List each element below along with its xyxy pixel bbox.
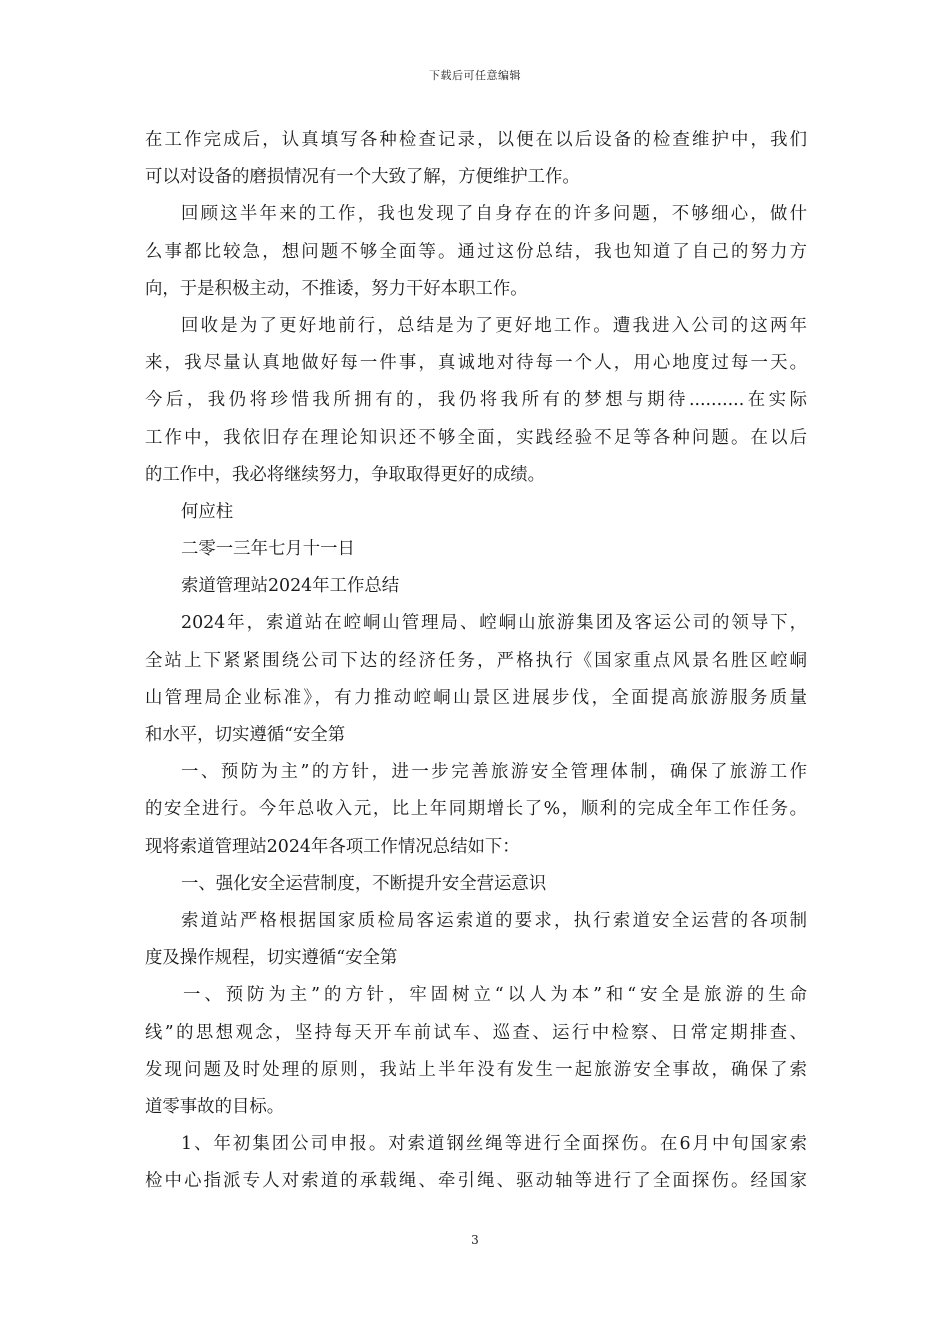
text-line: 么事都比较急，想问题不够全面等。通过这份总结，我也知道了自己的努力方 xyxy=(145,241,807,262)
text-line: 度及操作规程，切实遵循“安全第 xyxy=(145,948,398,969)
text-line: 可以对设备的磨损情况有一个大致了解，方便维护工作。 xyxy=(145,167,580,188)
page-number: 3 xyxy=(471,1233,479,1247)
text-line: 1、年初集团公司申报。对索道钢丝绳等进行全面探伤。在6月中旬国家索 xyxy=(181,1134,807,1155)
text-line: 的工作中，我必将继续努力，争取取得更好的成绩。 xyxy=(145,464,545,485)
text-line: 向，于是积极主动，不推诿，努力干好本职工作。 xyxy=(145,278,528,299)
text-line: 发现问题及时处理的原则，我站上半年没有发生一起旅游安全事故，确保了索 xyxy=(145,1059,807,1080)
text-line: 道零事故的目标。 xyxy=(145,1096,285,1117)
signature-name: 何应柱 xyxy=(181,501,234,522)
text-line: 的安全进行。今年总收入元，比上年同期增长了%，顺利的完成全年工作任务。 xyxy=(145,799,807,820)
text-line: 山管理局企业标准》，有力推动崆峒山景区进展步伐，全面提高旅游服务质量 xyxy=(145,687,807,708)
section-title: 索道管理站2024年工作总结 xyxy=(181,576,400,597)
text-line: 来，我尽量认真地做好每一件事，真诚地对待每一个人，用心地度过每一天。 xyxy=(145,353,807,374)
text-line: 索道站严格根据国家质检局客运索道的要求，执行索道安全运营的各项制 xyxy=(181,910,807,931)
text-line: 和水平，切实遵循“安全第 xyxy=(145,725,346,745)
text-line: 检中心指派专人对索道的承载绳、牵引绳、驱动轴等进行了全面探伤。经国家 xyxy=(145,1171,807,1192)
text-line: 全站上下紧紧围绕公司下达的经济任务，严格执行《国家重点风景名胜区崆峒 xyxy=(145,650,807,671)
text-line: 回顾这半年来的工作，我也发现了自身存在的许多问题，不够细心，做什 xyxy=(181,204,807,225)
text-line: 回收是为了更好地前行，总结是为了更好地工作。遭我进入公司的这两年 xyxy=(181,315,807,336)
header-note: 下载后可任意编辑 xyxy=(429,69,521,82)
text-line: 一、预防为主”的方针，进一步完善旅游安全管理体制，确保了旅游工作 xyxy=(181,762,807,783)
text-line: 一、预防为主”的方针，牢固树立“以人为本”和“安全是旅游的生命 xyxy=(183,985,807,1006)
signature-date: 二零一三年七月十一日 xyxy=(181,539,355,560)
text-line: 工作中，我依旧存在理论知识还不够全面，实践经验不足等各种问题。在以后 xyxy=(145,427,807,448)
text-line: 现将索道管理站2024年各项工作情况总结如下： xyxy=(145,836,520,857)
document-body xyxy=(145,122,807,1200)
text-line: 今后，我仍将珍惜我所拥有的，我仍将我所有的梦想与期待..........在实际 xyxy=(145,390,807,411)
text-line: 在工作完成后，认真填写各种检查记录，以便在以后设备的检查维护中，我们 xyxy=(145,130,807,150)
text-line: 2024年，索道站在崆峒山管理局、崆峒山旅游集团及客运公司的领导下， xyxy=(181,613,807,634)
section-heading: 一、强化安全运营制度，不断提升安全营运意识 xyxy=(181,873,547,894)
text-line: 线”的思想观念，坚持每天开车前试车、巡查、运行中检察、日常定期排查、 xyxy=(145,1022,807,1043)
